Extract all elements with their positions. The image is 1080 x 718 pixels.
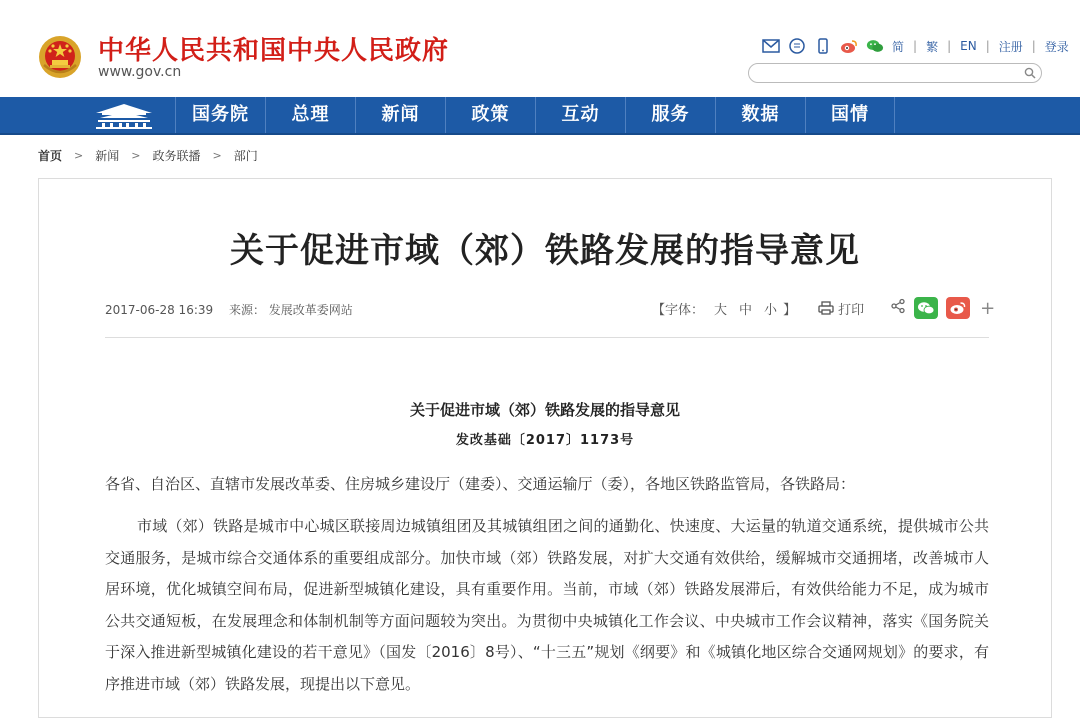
- article-title: 关于促进市域（郊）铁路发展的指导意见: [230, 231, 860, 271]
- national-emblem-icon[interactable]: [38, 35, 82, 79]
- article-paragraph: 市域（郊）铁路是城市中心城区联接周边城镇组团及其城镇组团之间的通勤化、快速度、大运量的轨道交通系统，提供城市公共交通服务，是城市综合交通体系的重要组成部分。加快市域（郊）铁路发展，对扩大交通有效供给，缓解城市交通拥堵，改善城市人居环境，优化城镇空间布局，促进新型城镇化建设，具有重要作用。当前，市域（郊）铁路发展滞后，有效供给能力不足，成为城市公共交通短板，在发展理念和体制机制等方面问题较为突出。为贯彻中央城镇化工作会议、中央城市工作会议精神，落实《国务院关于深入推进新型城镇化建设的若干意见》（国发〔2016〕8号）、“十三五”规划《纲要》和《城镇化地区综合交通网规划》的要求，有序推进市域（郊）铁路发展，现提出以下意见。: [105, 517, 989, 693]
- toolbar-separator: |: [913, 39, 918, 53]
- salutation: 各省、自治区、直辖市发展改革委、住房城乡建设厅（建委）、交通运输厅（委），各地区铁路监管局，各铁路局：: [105, 475, 856, 493]
- chevron-right-icon: >: [131, 148, 141, 162]
- login-link[interactable]: 登录: [1044, 39, 1069, 54]
- article-actions: [652, 297, 995, 319]
- print-label: 打印: [838, 302, 865, 318]
- article-source: 来源： 发展改革委网站: [228, 303, 353, 317]
- main-nav: [0, 97, 1080, 135]
- font-size-close: 】: [783, 302, 797, 318]
- lang-english-link[interactable]: EN: [960, 39, 977, 53]
- toolbar-separator: |: [947, 39, 952, 53]
- share-icon[interactable]: [890, 298, 906, 318]
- chevron-right-icon: >: [74, 148, 84, 162]
- message-icon[interactable]: [788, 38, 806, 54]
- site-header: [0, 0, 1080, 97]
- font-size-small-button[interactable]: 小: [764, 302, 778, 318]
- breadcrumb-home-link[interactable]: 首页: [38, 148, 63, 163]
- nav-item-premier[interactable]: 总理: [265, 97, 355, 133]
- divider: [105, 337, 989, 338]
- breadcrumb-news-link[interactable]: 新闻: [95, 148, 120, 163]
- nav-item-state-council[interactable]: 国务院: [175, 97, 265, 133]
- wechat-share-icon[interactable]: [914, 297, 938, 319]
- site-url[interactable]: www.gov.cn: [98, 64, 182, 80]
- breadcrumb: [38, 145, 258, 165]
- document-number: 发改基础〔2017〕1173号: [455, 433, 635, 448]
- font-size-medium-button[interactable]: 中: [739, 302, 753, 318]
- weibo-icon[interactable]: [840, 38, 858, 54]
- search-icon[interactable]: [1023, 66, 1037, 80]
- nav-items: [175, 97, 895, 133]
- site-title[interactable]: 中华人民共和国中央人民政府: [98, 36, 450, 66]
- breadcrumb-department-link[interactable]: 部门: [233, 148, 258, 163]
- font-size-large-button[interactable]: 大: [714, 302, 728, 318]
- article-date: 2017-06-28 16:39: [105, 303, 214, 317]
- article-meta: [105, 301, 365, 318]
- breadcrumb-government-link[interactable]: 政务联播: [152, 148, 201, 163]
- gate-home-icon[interactable]: [92, 101, 156, 129]
- mobile-icon[interactable]: [814, 38, 832, 54]
- nav-item-interaction[interactable]: 互动: [535, 97, 625, 133]
- search-box: [748, 63, 1042, 83]
- document-title: 关于促进市域（郊）铁路发展的指导意见: [409, 401, 680, 419]
- search-input[interactable]: [759, 65, 1009, 79]
- more-share-button[interactable]: +: [980, 297, 996, 319]
- top-toolbar: [762, 36, 1069, 56]
- nav-item-national-conditions[interactable]: 国情: [805, 97, 895, 133]
- nav-item-data[interactable]: 数据: [715, 97, 805, 133]
- nav-item-policy[interactable]: 政策: [445, 97, 535, 133]
- chevron-right-icon: >: [212, 148, 222, 162]
- wechat-icon[interactable]: [866, 38, 884, 54]
- mail-icon[interactable]: [762, 38, 780, 54]
- nav-item-services[interactable]: 服务: [625, 97, 715, 133]
- nav-item-news[interactable]: 新闻: [355, 97, 445, 133]
- lang-simplified-link[interactable]: 简: [892, 39, 905, 54]
- weibo-share-icon[interactable]: [946, 297, 970, 319]
- print-button[interactable]: [818, 299, 864, 318]
- toolbar-separator: |: [985, 39, 990, 53]
- printer-icon: [818, 301, 834, 315]
- register-link[interactable]: 注册: [998, 39, 1023, 54]
- toolbar-separator: |: [1031, 39, 1036, 53]
- font-size-label: 【字体：: [652, 302, 705, 318]
- lang-traditional-link[interactable]: 繁: [926, 39, 939, 54]
- article-container: [38, 178, 1052, 718]
